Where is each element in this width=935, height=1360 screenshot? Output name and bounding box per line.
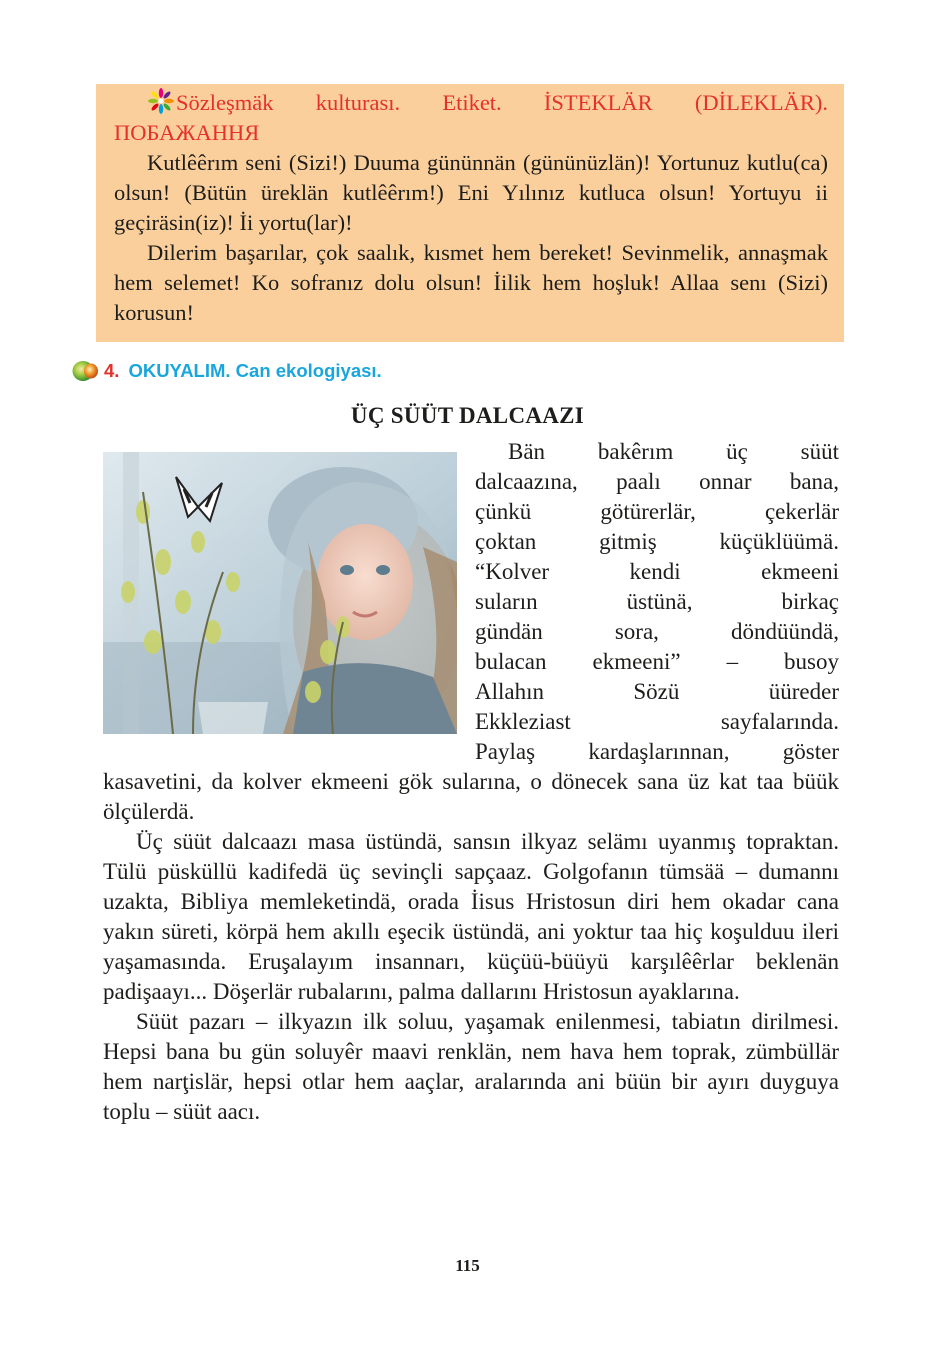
section-title: OKUYALIM. Can ekologiyası. bbox=[128, 360, 382, 381]
section-number: 4. bbox=[104, 360, 120, 381]
page-number: 115 bbox=[455, 1256, 480, 1275]
text-line: Allahın Sözü üüreder bbox=[475, 679, 839, 704]
text-line: bulacan ekmeeni” – busoy bbox=[475, 649, 839, 674]
section-bullet-icon bbox=[72, 360, 100, 382]
section-heading bbox=[72, 357, 382, 385]
text-title: ÜÇ SÜÜT DALCAAZI bbox=[350, 403, 585, 428]
text-line: Ekkleziast sayfalarında. bbox=[475, 709, 839, 734]
etiquette-box bbox=[96, 84, 844, 342]
text-line: çünkü götürerlär, çekerlär bbox=[475, 499, 839, 524]
girl-with-willow-photo bbox=[103, 452, 457, 734]
main-text bbox=[103, 767, 839, 1127]
paragraph-3: Süüt pazarı – ilkyazın ilk soluu, yaşamak enilenmesi, tabiatın dirilmesi. Hepsi bana bu gün soluyêr maavi renklän, nem hava hem toprak, zümbüllär hem narţislär, hepsi otlar hem aaçlar, aralarında ani büün bir ayırı duyguya toplu – süüt aacı. bbox=[103, 1009, 839, 1124]
text-line: gündän sora, döndüündä, bbox=[475, 619, 839, 644]
paragraph-2: Üç süüt dalcaazı masa üstündä, sansın ilkyaz selämı uyanmış topraktan. Tülü püsküllü kadifedä üç sevinçli sapçaaz. Golgofanın tümsää – dumannı uzakta, Bibliya memleketindä, orada İisus Hristosun diri hem okadar cana yakın süreti, körpä hem akıllı eşecik üstündä, ani yoktur taa hiç koşulduu ileri yaşamasında. Eruşalayım insannarı, küçüü-büüyü karşılêêrlar beklenän padişaayı... Döşerlär rubalarını, palma dallarını Hristosun ayaklarına. bbox=[103, 829, 839, 1004]
text-line: Bän bakêrım üç süüt bbox=[508, 439, 839, 464]
paragraph-1-continuation: kasavetini, da kolver ekmeeni gök sularına, o dönecek sana üz kat taa büük ölçülerdä. bbox=[103, 769, 839, 824]
flower-icon bbox=[146, 88, 176, 114]
text-line: Paylaş kardaşlarınnan, göster bbox=[475, 739, 839, 764]
etiquette-title: Sözleşmäk kulturası. Etiket. İSTEKLÄR (DİLEKLÄR). ПОБАЖАННЯ bbox=[114, 90, 828, 145]
right-column-text bbox=[475, 437, 839, 767]
text-line: suların üstünä, birkaç bbox=[475, 589, 839, 614]
text-line: çoktan gitmiş küçüklüümä. bbox=[475, 529, 839, 554]
text-line: “Kolver kendi ekmeeni bbox=[475, 559, 839, 584]
etiquette-paragraph-1: Kutlêêrım seni (Sizi!) Duuma gününnän (gününüzlän)! Yortunuz kutlu(ca) olsun! (Bütün üreklän kutlêêrım!) Eni Yılınız kutluca olsun! Yortuyu ii geçiräsin(iz)! İi yortu(lar)! bbox=[114, 150, 828, 235]
etiquette-paragraph-2: Dilerim başarılar, çok saalık, kısmet hem bereket! Sevinmelik, annaşmak hem selemet! Ko sofranız dolu olsun! İilik hem hoşluk! Allaa senı (Sizi) korusun! bbox=[114, 240, 828, 325]
etiquette-title-line bbox=[114, 88, 828, 148]
text-line: dalcaazına, paalı onnar bana, bbox=[475, 469, 839, 494]
